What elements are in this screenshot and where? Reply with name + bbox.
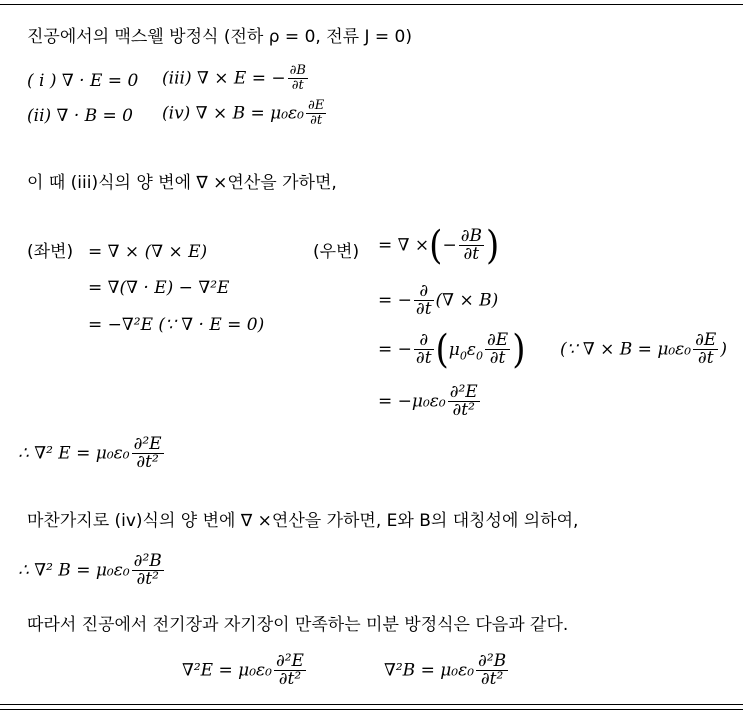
- final-wave-eq-b: ∇²B = μ₀ε₀ $\frac{\text{∂²B}}{\text{∂t²}}$: [384, 651, 507, 689]
- text-conclusion: 따라서 진공에서 전기장과 자기장이 만족하는 미분 방정식은 다음과 같다.: [27, 615, 569, 635]
- equation-gauss-e: ( i ) ∇ · E = 0: [27, 71, 139, 91]
- right-step-1: = ∇ ×(− $\frac{\partial B}{\partial t}$ ): [378, 222, 500, 269]
- left-step-2: = ∇(∇ · E) − ∇²E: [88, 278, 230, 298]
- fraction: $\frac{\partial B}{\partial t}$: [289, 63, 306, 93]
- left-step-3: = −∇²E (∵ ∇ · E = 0): [88, 315, 265, 335]
- left-step-1: = ∇ × (∇ × E): [88, 242, 208, 262]
- equation-faraday: (iii) ∇ × E = − $\frac{\partial B}{\partial t}$: [162, 63, 306, 93]
- right-step-2: = − $\frac{\partial}{\partial t}$ (∇ × B): [378, 281, 499, 319]
- reason-ampere: (∵ ∇ × B = μ₀ε₀ $\frac{\partial E}{\partial t}$ ): [560, 330, 727, 368]
- left-side-label: (좌변): [27, 242, 74, 262]
- text-apply-curl-iii: 이 때 (iii)식의 양 변에 ∇ ×연산을 가하면,: [27, 173, 337, 193]
- equation-ampere: (iv) ∇ × B = μ₀ε₀ $\frac{\partial E}{\partial t}$: [162, 98, 325, 128]
- text-apply-curl-iv: 마찬가지로 (iv)식의 양 변에 ∇ ×연산을 가하면, E와 B의 대칭성에 의하여,: [27, 511, 579, 531]
- fraction: $\frac{\partial E}{\partial t}$: [307, 98, 325, 128]
- equation-gauss-b: (ii) ∇ · B = 0: [27, 106, 133, 126]
- result-wave-eq-e: ∴ ∇² E = μ₀ε₀ $\frac{\text{∂²E}}{\text{∂t²}}$: [18, 434, 162, 472]
- right-step-3: = − $\frac{\partial}{\partial t}$ ($\mu_0\varepsilon_0$ $\frac{\partial E}{\partial t}$ ): [378, 326, 526, 373]
- section-title: 진공에서의 맥스웰 방정식 (전하 ρ = 0, 전류 J = 0): [27, 27, 412, 47]
- result-wave-eq-b: ∴ ∇² B = μ₀ε₀ $\frac{\text{∂²B}}{\text{∂t²}}$: [18, 551, 162, 589]
- top-rule: [0, 4, 743, 5]
- right-side-label: (우변): [313, 242, 360, 262]
- bottom-rule-1: [0, 704, 743, 705]
- bottom-rule-2: [0, 709, 743, 710]
- right-step-4: = −μ₀ε₀ $\frac{\text{∂²E}}{\text{∂t²}}$: [378, 382, 478, 420]
- final-wave-eq-e: ∇²E = μ₀ε₀ $\frac{\text{∂²E}}{\text{∂t²}}$: [182, 651, 304, 689]
